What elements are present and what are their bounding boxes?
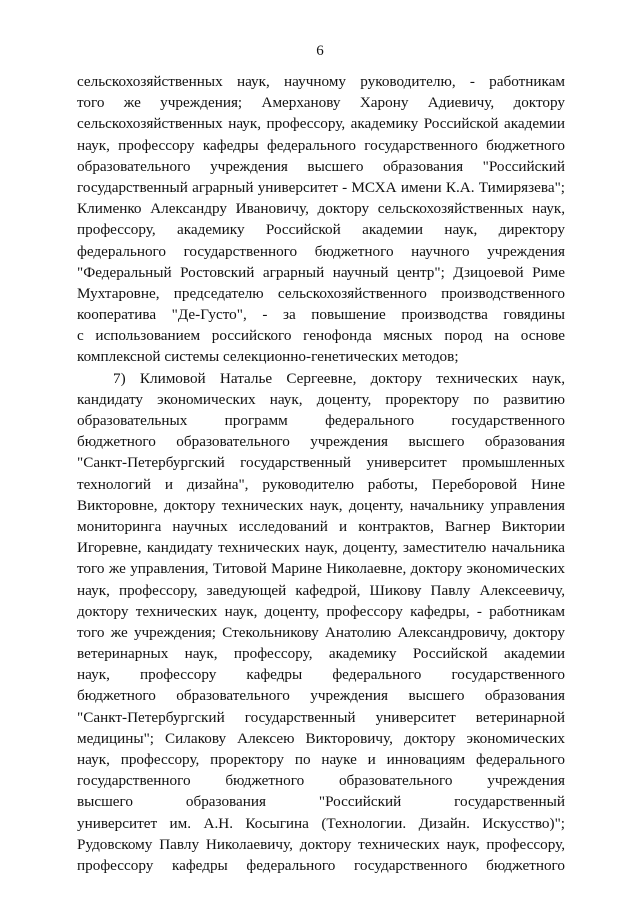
text-line: профессору, академику Российской академии наук, директору	[77, 221, 565, 239]
text-line: федерального государственного бюджетного научного учреждения	[77, 242, 565, 260]
text-line: ветеринарных наук, профессору, академику Российской академии	[77, 645, 565, 663]
text-line: технологий и дизайна", руководителю работы, Переборовой Нине	[77, 475, 565, 493]
text-line: того же управления, Титовой Марине Николаевне, доктору экономических	[77, 560, 565, 578]
text-line: "Санкт-Петербургский государственный университет промышленных	[77, 454, 565, 472]
text-line: с использованием российского генофонда мясных пород на основе	[77, 327, 565, 345]
text-line: медицины"; Силакову Алексею Викторовичу, доктору экономических	[77, 729, 565, 747]
text-line: "Федеральный Ростовский аграрный научный центр"; Дзицоевой Риме	[77, 263, 565, 281]
text-line: образовательных программ федерального государственного	[77, 412, 565, 429]
text-line: наук, профессору кафедры федерального государственного	[77, 666, 565, 684]
text-line: кандидату экономических наук, доценту, проректору по развитию	[77, 390, 565, 408]
text-line: того же учреждения; Амерханову Харону Адиевичу, доктору	[77, 94, 565, 112]
text-line: государственного бюджетного образовательного учреждения	[77, 772, 565, 790]
text-line: Игоревне, кандидату технических наук, доценту, заместителю начальника	[77, 539, 565, 557]
text-line: университет им. А.Н. Косыгина (Технологии. Дизайн. Искусство)";	[77, 814, 565, 832]
text-line: 7) Климовой Наталье Сергеевне, доктору технических наук,	[113, 369, 565, 387]
text-line: Мухтаровне, председателю сельскохозяйственного производственного	[77, 284, 565, 302]
text-line: "Санкт-Петербургский государственный университет ветеринарной	[77, 708, 565, 726]
text-line: образовательного учреждения высшего образования "Российский	[77, 157, 565, 175]
body-text	[77, 71, 565, 876]
text-line: доктору технических наук, доценту, профессору кафедры, - работникам	[77, 602, 565, 620]
text-line: Викторовне, доктору технических наук, доценту, начальнику управления	[77, 496, 565, 514]
text-line: сельскохозяйственных наук, научному руководителю, - работникам	[77, 73, 565, 90]
text-line: наук, профессору кафедры федерального государственного бюджетного	[77, 136, 565, 154]
text-line: наук, профессору, заведующей кафедрой, Шикову Павлу Алексеевичу,	[77, 581, 565, 599]
text-line: того же учреждения; Стекольникову Анатолию Александровичу, доктору	[77, 623, 565, 641]
text-line: наук, профессору, проректору по науке и инновациям федерального	[77, 751, 565, 768]
text-line: комплексной системы селекционно-генетических методов;	[77, 348, 459, 366]
text-line: мониторинга научных исследований и контрактов, Вагнер Виктории	[77, 517, 565, 535]
page-number: 6	[316, 43, 324, 59]
text-line: бюджетного образовательного учреждения высшего образования	[77, 433, 565, 451]
text-line: кооператива "Де-Густо", - за повышение производства говядины	[77, 306, 565, 324]
text-line: Клименко Александру Ивановичу, доктору сельскохозяйственных наук,	[77, 200, 565, 218]
text-line: государственный аграрный университет - МСХА имени К.А. Тимирязева";	[77, 178, 565, 196]
text-line: Рудовскому Павлу Николаевичу, доктору технических наук, профессору,	[77, 835, 565, 853]
text-line: бюджетного образовательного учреждения высшего образования	[77, 687, 565, 705]
text-line: профессору кафедры федерального государственного бюджетного	[77, 856, 565, 874]
text-line: сельскохозяйственных наук, профессору, академику Российской академии	[77, 115, 565, 133]
text-line: высшего образования "Российский государственный	[77, 793, 565, 811]
